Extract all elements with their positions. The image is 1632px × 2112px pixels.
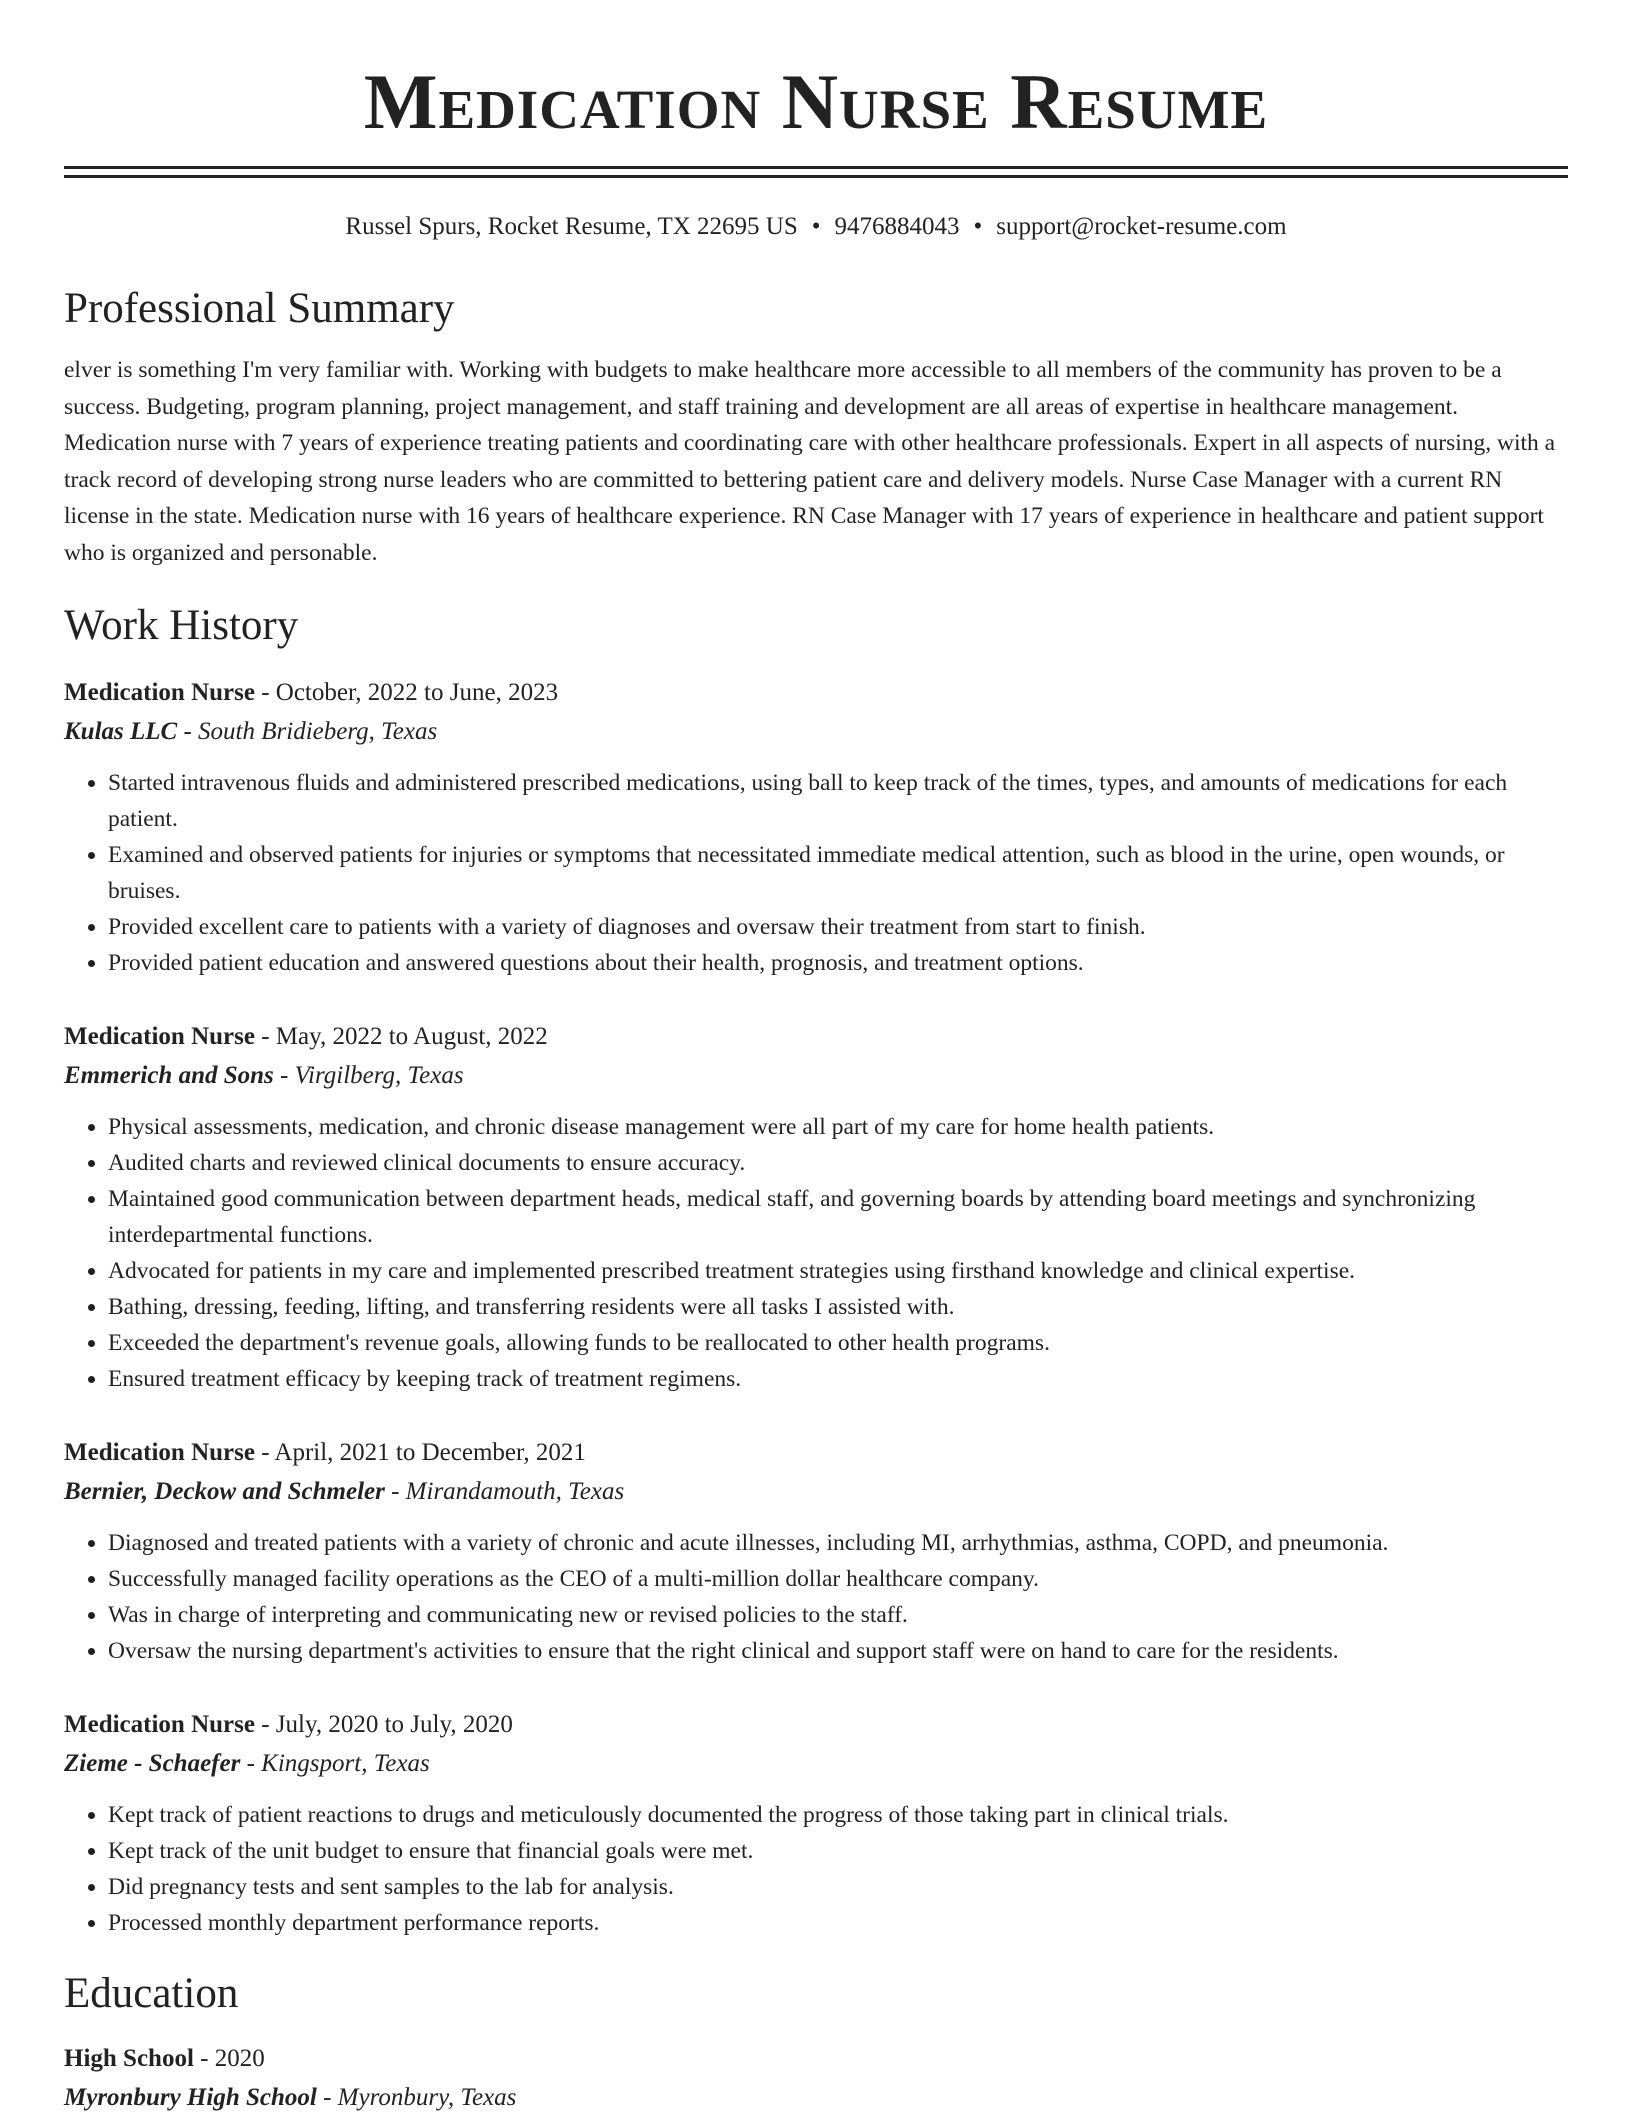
education-year: - 2020 bbox=[193, 2045, 265, 2072]
job-company: Zieme - Schaefer bbox=[64, 1750, 241, 1777]
education-school: Myronbury High School bbox=[64, 2084, 317, 2111]
job-entry bbox=[64, 1017, 1568, 1397]
job-bullets bbox=[64, 1109, 1568, 1397]
job-bullet: • Kept track of patient reactions to drugs and meticulously documented the progress of those taking part in clinical trials. bbox=[108, 1797, 1568, 1833]
job-role: Medication Nurse bbox=[64, 679, 255, 706]
job-bullets bbox=[64, 1525, 1568, 1669]
job-bullet: • Did pregnancy tests and sent samples to the lab for analysis. bbox=[108, 1869, 1568, 1905]
job-entry bbox=[64, 1705, 1568, 1941]
job-company: Kulas LLC bbox=[64, 718, 178, 745]
job-dates: - April, 2021 to December, 2021 bbox=[254, 1439, 586, 1466]
job-bullet: • Started intravenous fluids and administered prescribed medications, using ball to keep track of the times, types, and amounts of medications for each patient. bbox=[108, 765, 1568, 837]
job-bullets bbox=[64, 1797, 1568, 1941]
title-divider-bottom bbox=[64, 175, 1568, 178]
job-company: Emmerich and Sons bbox=[64, 1062, 274, 1089]
job-bullet: • Advocated for patients in my care and implemented prescribed treatment strategies using firsthand knowledge and clinical expertise. bbox=[108, 1253, 1568, 1289]
job-company-line bbox=[64, 1472, 1568, 1511]
page-title: Medication Nurse Resume bbox=[363, 58, 1269, 145]
job-dates: - May, 2022 to August, 2022 bbox=[254, 1023, 548, 1050]
job-location: - Mirandamouth, Texas bbox=[384, 1478, 625, 1505]
job-entry bbox=[64, 1433, 1568, 1669]
job-bullet: • Audited charts and reviewed clinical documents to ensure accuracy. bbox=[108, 1145, 1568, 1181]
job-dates: - October, 2022 to June, 2023 bbox=[254, 679, 559, 706]
job-bullet: • Diagnosed and treated patients with a variety of chronic and acute illnesses, including MI, arrhythmias, asthma, COPD, and pneumonia. bbox=[108, 1525, 1568, 1561]
job-bullets bbox=[64, 765, 1568, 981]
job-bullet: • Was in charge of interpreting and communicating new or revised policies to the staff. bbox=[108, 1597, 1568, 1633]
job-role: Medication Nurse bbox=[64, 1439, 255, 1466]
contact-address: Russel Spurs, Rocket Resume, TX 22695 US bbox=[345, 213, 798, 240]
job-bullet: • Bathing, dressing, feeding, lifting, and transferring residents were all tasks I assisted with. bbox=[108, 1289, 1568, 1325]
contact-email: support@rocket-resume.com bbox=[996, 213, 1287, 240]
job-bullet: • Maintained good communication between department heads, medical staff, and governing boards by attending board meetings and synchronizing interdepartmental functions. bbox=[108, 1181, 1568, 1253]
contact-line bbox=[64, 212, 1568, 242]
work-history-heading: Work History bbox=[64, 602, 299, 649]
job-role: Medication Nurse bbox=[64, 1711, 255, 1738]
job-bullet: • Physical assessments, medication, and chronic disease management were all part of my care for home health patients. bbox=[108, 1109, 1568, 1145]
education-degree-line bbox=[64, 2039, 1568, 2078]
job-bullet: • Successfully managed facility operations as the CEO of a multi-million dollar healthcare company. bbox=[108, 1561, 1568, 1597]
summary-text: elver is something I'm very familiar with. Working with budgets to make healthcare more accessible to all members of the community has proven to be a success. Budgeting, program planning, project management, and staff training and development are all areas of expertise in healthcare management. Medication nurse with 7 years of experience treating patients and coordinating care with other healthcare professionals. Expert in all aspects of nursing, with a track record of developing strong nurse leaders who are committed to bettering patient care and delivery models. Nurse Case Manager with a current RN license in the state. Medication nurse with 16 years of healthcare experience. RN Case Manager with 17 years of experience in healthcare and patient support who is organized and personable. bbox=[64, 357, 1556, 566]
job-bullet: • Oversaw the nursing department's activities to ensure that the right clinical and support staff were on hand to care for the residents. bbox=[108, 1633, 1568, 1669]
job-location: - South Bridieberg, Texas bbox=[177, 718, 438, 745]
job-company-line bbox=[64, 1056, 1568, 1095]
education-school-line bbox=[64, 2078, 1568, 2112]
job-company-line bbox=[64, 1744, 1568, 1783]
job-location: - Virgilberg, Texas bbox=[273, 1062, 464, 1089]
job-location: - Kingsport, Texas bbox=[240, 1750, 430, 1777]
job-bullet: • Processed monthly department performance reports. bbox=[108, 1905, 1568, 1941]
job-bullet: • Provided patient education and answered questions about their health, prognosis, and treatment options. bbox=[108, 945, 1568, 981]
job-bullet: • Ensured treatment efficacy by keeping track of treatment regimens. bbox=[108, 1361, 1568, 1397]
job-title-line bbox=[64, 1705, 1568, 1744]
job-bullet: • Examined and observed patients for injuries or symptoms that necessitated immediate medical attention, such as blood in the urine, open wounds, or bruises. bbox=[108, 837, 1568, 909]
contact-phone: 9476884043 bbox=[834, 213, 960, 240]
contact-separator: • bbox=[973, 213, 983, 240]
education-entry bbox=[64, 2039, 1568, 2112]
job-company: Bernier, Deckow and Schmeler bbox=[64, 1478, 385, 1505]
job-bullet: • Exceeded the department's revenue goals, allowing funds to be reallocated to other health programs. bbox=[108, 1325, 1568, 1361]
job-title-line bbox=[64, 1017, 1568, 1056]
job-entry bbox=[64, 673, 1568, 981]
job-dates: - July, 2020 to July, 2020 bbox=[254, 1711, 513, 1738]
education-degree: High School bbox=[64, 2045, 194, 2072]
job-bullet: • Provided excellent care to patients with a variety of diagnoses and oversaw their treatment from start to finish. bbox=[108, 909, 1568, 945]
contact-separator: • bbox=[811, 213, 821, 240]
education-location: - Myronbury, Texas bbox=[316, 2084, 517, 2111]
title-divider-top bbox=[64, 166, 1568, 169]
summary-heading: Professional Summary bbox=[64, 285, 455, 332]
job-bullet: • Kept track of the unit budget to ensure that financial goals were met. bbox=[108, 1833, 1568, 1869]
job-company-line bbox=[64, 712, 1568, 751]
job-role: Medication Nurse bbox=[64, 1023, 255, 1050]
job-title-line bbox=[64, 673, 1568, 712]
job-title-line bbox=[64, 1433, 1568, 1472]
education-heading: Education bbox=[64, 1970, 239, 2017]
